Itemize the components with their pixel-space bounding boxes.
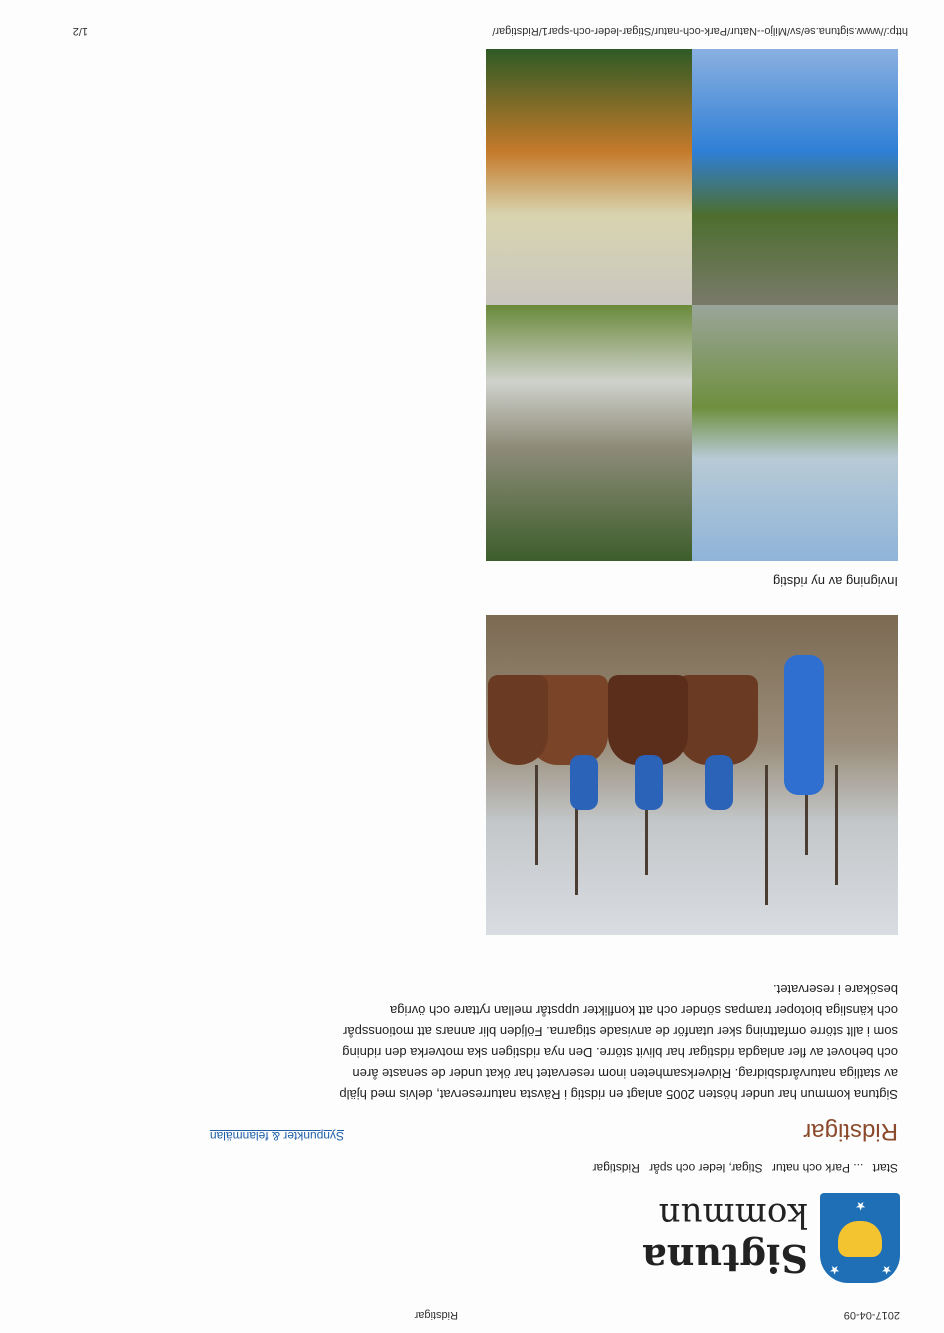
coat-of-arms-icon: ★ ★ ★	[820, 1193, 900, 1283]
collage-photo-2	[486, 305, 692, 561]
riders-photo	[486, 615, 898, 935]
footer-page-number: 1/2	[72, 25, 88, 37]
page-title: Ridstigar	[803, 1118, 898, 1145]
feedback-link[interactable]: Synpunkter & felanmälan	[209, 1129, 344, 1143]
print-title: Ridstigar	[414, 1309, 458, 1321]
sigtuna-kommun-logo[interactable]	[640, 1191, 900, 1283]
breadcrumb-ridstigar: Ridstigar	[592, 1161, 640, 1175]
photo-collage	[486, 49, 898, 561]
breadcrumb-start[interactable]: Start	[872, 1161, 898, 1175]
logo-text-sigtuna: Sigtuna	[642, 1236, 808, 1281]
print-date: 2017-04-09	[843, 1309, 900, 1321]
footer-url: http://www.sigtuna.se/sv/Miljo--Natur/Park-och-natur/Stigar-leder-och-spar1/Ridstigar/	[492, 25, 908, 37]
collage-photo-1	[692, 305, 898, 561]
body-paragraph: Sigtuna kommun har under hösten 2005 anlagt en ridstig i Rävsta naturreservat, delvis med hjälp av statliga naturvårdsbidrag. Ridverksamheten inom reservatet har ökat under de senaste åren och behovet av fler anlagda ridstigar har blivit större. Den nya ridstigen ska motverka den ridning som i allt större omfattning sker utanför de anvisade stigarna. Följden blir annars att motionsspår och känsliga biotoper trampas sönder och att konflikter uppstår mellan ryttare och övriga besökare i reservatet.	[339, 982, 898, 1102]
breadcrumb	[586, 1161, 898, 1175]
collage-photo-4	[486, 49, 692, 305]
collage-photo-3	[692, 49, 898, 305]
breadcrumb-stigar[interactable]: Stigar, leder och spår	[649, 1161, 763, 1175]
photo-caption: Invigning av ny ridstig	[772, 574, 898, 589]
breadcrumb-park-och-natur[interactable]: ... Park och natur	[771, 1161, 864, 1175]
logo-text-kommun: kommun	[658, 1195, 808, 1235]
